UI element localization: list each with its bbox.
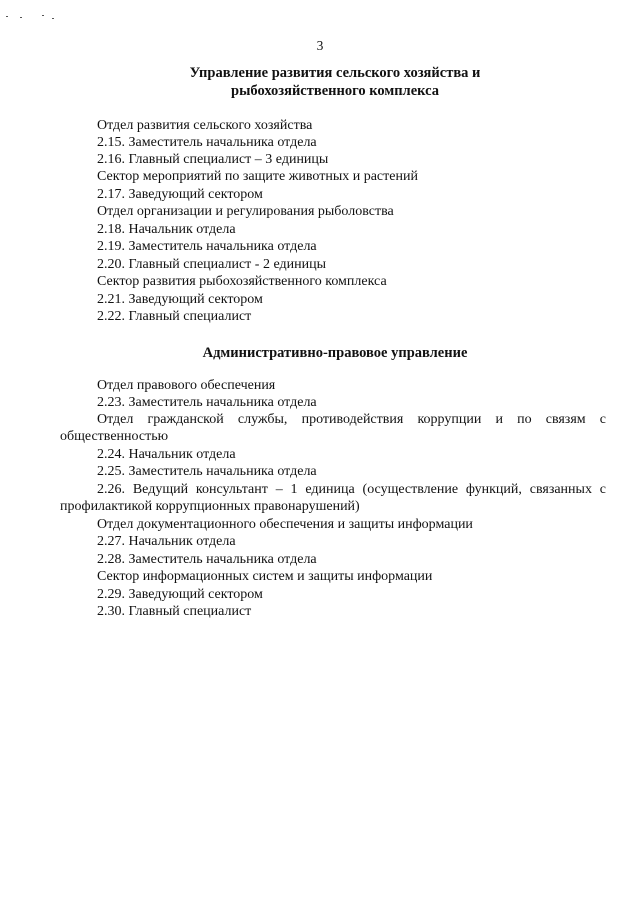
list-item: Сектор мероприятий по защите животных и растений (97, 169, 418, 184)
list-item: 2.15. Заместитель начальника отдела (97, 135, 317, 150)
speck (42, 15, 44, 16)
list-item: 2.21. Заведующий сектором (97, 292, 263, 307)
speck (6, 16, 8, 17)
item-226-line2: профилактикой коррупционных правонарушений) (60, 499, 360, 514)
list-item: 2.18. Начальник отдела (97, 222, 236, 237)
list-item: 2.28. Заместитель начальника отдела (97, 552, 317, 567)
list-item: 2.17. Заведующий сектором (97, 187, 263, 202)
list-item: Сектор информационных систем и защиты информации (97, 569, 433, 584)
list-item: Сектор развития рыбохозяйственного комплекса (97, 274, 387, 289)
list-item: 2.16. Главный специалист – 3 единицы (97, 152, 329, 167)
scan-specks (6, 14, 66, 24)
list-item: 2.23. Заместитель начальника отдела (97, 395, 317, 410)
list-item: 2.20. Главный специалист - 2 единицы (97, 257, 326, 272)
list-item: 2.30. Главный специалист (97, 604, 252, 619)
list-item: Отдел документационного обеспечения и защиты информации (97, 517, 473, 532)
civil-service-line1: Отдел гражданской службы, противодействия коррупции и по связям с (97, 412, 606, 427)
list-item: 2.22. Главный специалист (97, 309, 252, 324)
speck (20, 17, 22, 18)
list-item: Отдел развития сельского хозяйства (97, 118, 313, 133)
section1-title-line1: Управление развития сельского хозяйства и (189, 65, 481, 81)
list-item: Отдел организации и регулирования рыболовства (97, 204, 394, 219)
list-item: 2.27. Начальник отдела (97, 534, 236, 549)
list-item: 2.19. Заместитель начальника отдела (97, 239, 317, 254)
speck (52, 18, 54, 19)
list-item: Отдел правового обеспечения (97, 378, 276, 393)
list-item: 2.24. Начальник отдела (97, 447, 236, 462)
list-item: 2.25. Заместитель начальника отдела (97, 464, 317, 479)
page-number: 3 (316, 38, 324, 53)
section1-title-line2: рыбохозяйственного комплекса (231, 83, 439, 99)
section2-title: Административно-правовое управление (202, 345, 468, 361)
civil-service-line2: общественностью (60, 429, 169, 444)
item-226-line1: 2.26. Ведущий консультант – 1 единица (осуществление функций, связанных с (97, 482, 606, 497)
list-item: 2.29. Заведующий сектором (97, 587, 263, 602)
